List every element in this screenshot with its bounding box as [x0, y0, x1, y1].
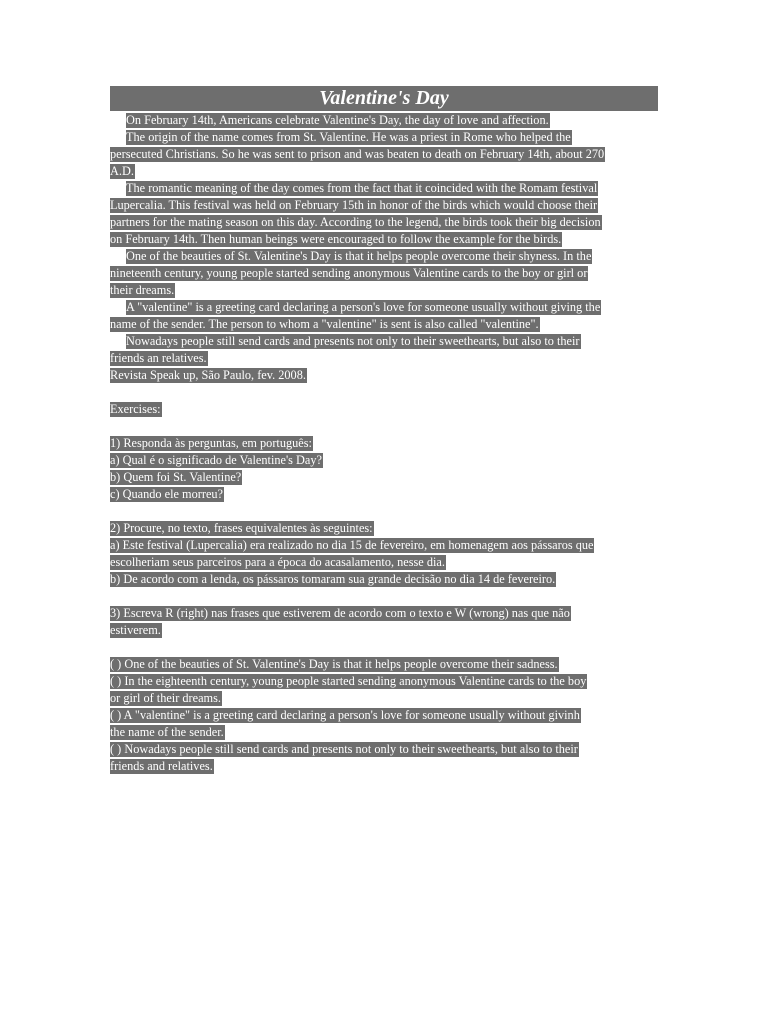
highlighted-text: a) Este festival (Lupercalia) era realizado no dia 15 de fevereiro, em homenagem aos pássaros que: [110, 538, 594, 552]
text-line: [110, 146, 658, 163]
highlighted-text: Exercises:: [110, 402, 161, 416]
document-body: [110, 112, 658, 775]
highlighted-text: A "valentine" is a greeting card declaring a person's love for someone usually without giving the: [126, 300, 601, 314]
text-line: [110, 571, 658, 588]
text-line: [110, 452, 658, 469]
text-line: [110, 231, 658, 248]
highlighted-text: The romantic meaning of the day comes from the fact that it coincided with the Romam festival: [126, 181, 598, 195]
highlighted-text: A.D.: [110, 164, 134, 178]
highlighted-text: b) Quem foi St. Valentine?: [110, 470, 242, 484]
blank-line: [110, 418, 658, 435]
document-page: [110, 86, 658, 775]
text-line: [110, 520, 658, 537]
text-line: [110, 333, 658, 350]
highlighted-text: partners for the mating season on this day. According to the legend, the birds took their big decision: [110, 215, 601, 229]
text-line: [110, 401, 658, 418]
text-line: [110, 197, 658, 214]
text-line: [110, 622, 658, 639]
highlighted-text: ( ) In the eighteenth century, young people started sending anonymous Valentine cards to the boy: [110, 674, 587, 688]
text-line: [110, 265, 658, 282]
text-line: [110, 724, 658, 741]
highlighted-text: persecuted Christians. So he was sent to prison and was beaten to death on February 14th, about 270: [110, 147, 605, 161]
highlighted-text: friends and relatives.: [110, 759, 213, 773]
highlighted-text: their dreams.: [110, 283, 175, 297]
highlighted-text: 1) Responda às perguntas, em português:: [110, 436, 312, 450]
text-line: [110, 112, 658, 129]
text-line: [110, 299, 658, 316]
text-line: [110, 605, 658, 622]
text-line: [110, 673, 658, 690]
text-line: [110, 163, 658, 180]
text-line: [110, 486, 658, 503]
text-line: [110, 316, 658, 333]
highlighted-text: The origin of the name comes from St. Valentine. He was a priest in Rome who helped the: [126, 130, 571, 144]
highlighted-text: on February 14th. Then human beings were encouraged to follow the example for the birds.: [110, 232, 562, 246]
highlighted-text: or girl of their dreams.: [110, 691, 221, 705]
blank-line: [110, 639, 658, 656]
highlighted-text: escolheriam seus parceiros para a época do acasalamento, nesse dia.: [110, 555, 445, 569]
highlighted-text: name of the sender. The person to whom a "valentine" is sent is also called "valentine".: [110, 317, 539, 331]
highlighted-text: the name of the sender.: [110, 725, 224, 739]
highlighted-text: ( ) One of the beauties of St. Valentine's Day is that it helps people overcome their sadness.: [110, 657, 558, 671]
document-title: Valentine's Day: [319, 87, 449, 109]
highlighted-text: ( ) A "valentine" is a greeting card declaring a person's love for someone usually without givinh: [110, 708, 580, 722]
text-line: [110, 435, 658, 452]
highlighted-text: c) Quando ele morreu?: [110, 487, 224, 501]
text-line: [110, 758, 658, 775]
highlighted-text: friends an relatives.: [110, 351, 207, 365]
highlighted-text: Nowadays people still send cards and presents not only to their sweethearts, but also to their: [126, 334, 580, 348]
text-line: [110, 469, 658, 486]
highlighted-text: Lupercalia. This festival was held on February 15th in honor of the birds which would choose their: [110, 198, 598, 212]
highlighted-text: ( ) Nowadays people still send cards and presents not only to their sweethearts, but also to their: [110, 742, 578, 756]
highlighted-text: b) De acordo com a lenda, os pássaros tomaram sua grande decisão no dia 14 de fevereiro.: [110, 572, 556, 586]
highlighted-text: nineteenth century, young people started sending anonymous Valentine cards to the boy or girl or: [110, 266, 588, 280]
text-line: [110, 707, 658, 724]
text-line: [110, 214, 658, 231]
text-line: [110, 180, 658, 197]
highlighted-text: 2) Procure, no texto, frases equivalentes às seguintes:: [110, 521, 373, 535]
text-line: [110, 282, 658, 299]
title-bar: [110, 86, 658, 111]
highlighted-text: On February 14th, Americans celebrate Valentine's Day, the day of love and affection.: [126, 113, 549, 127]
text-line: [110, 248, 658, 265]
text-line: [110, 690, 658, 707]
text-line: [110, 537, 658, 554]
text-line: [110, 741, 658, 758]
highlighted-text: One of the beauties of St. Valentine's Day is that it helps people overcome their shyness. In the: [126, 249, 592, 263]
blank-line: [110, 384, 658, 401]
text-line: [110, 129, 658, 146]
text-line: [110, 367, 658, 384]
text-line: [110, 554, 658, 571]
blank-line: [110, 503, 658, 520]
highlighted-text: estiverem.: [110, 623, 161, 637]
text-line: [110, 656, 658, 673]
text-line: [110, 350, 658, 367]
highlighted-text: a) Qual é o significado de Valentine's Day?: [110, 453, 322, 467]
highlighted-text: Revista Speak up, São Paulo, fev. 2008.: [110, 368, 306, 382]
highlighted-text: 3) Escreva R (right) nas frases que estiverem de acordo com o texto e W (wrong) nas que não: [110, 606, 570, 620]
blank-line: [110, 588, 658, 605]
